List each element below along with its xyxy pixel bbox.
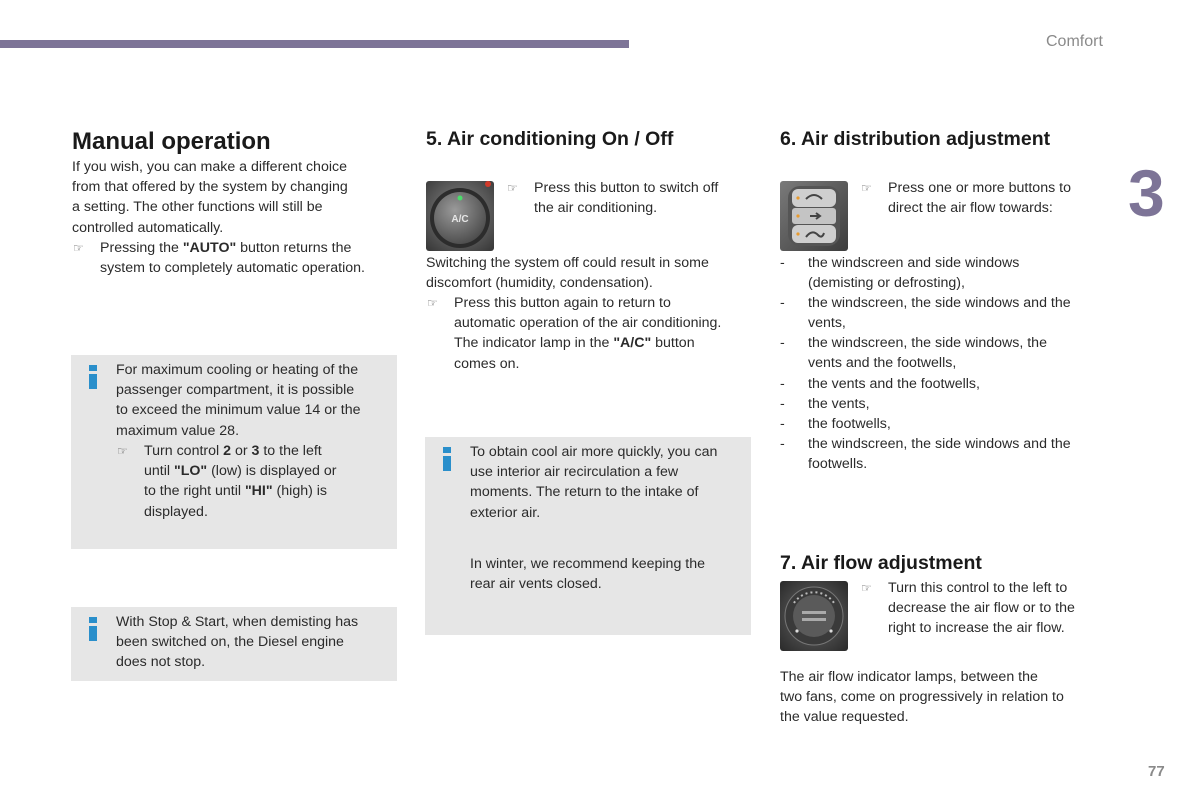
air-distribution-heading: 6. Air distribution adjustment [780,128,1051,150]
ac-heading: 5. Air conditioning On / Off [426,128,674,150]
list-item: the vents, [808,396,870,412]
air-flow-bullet: Turn this control to the left to decrease the air flow or to the right to increase the air flow. [888,580,1075,637]
air-distribution-buttons-image [780,181,848,251]
list-item: the windscreen, the side windows and the vents, [808,295,1071,332]
list-item: the windscreen and side windows (demisting or defrosting), [808,255,1020,292]
manual-auto-bullet: Pressing the "AUTO" button returns the system to completely automatic operation. [100,240,365,277]
ac-button-image [426,181,494,251]
ac-switch-off-bullet: Press this button to switch off the air conditioning. [534,180,719,217]
ac-discomfort-text: Switching the system off could result in some discomfort (humidity, condensation). [426,255,709,292]
info-note-recirculation: To obtain cool air more quickly, you can use interior air recirculation a few moments. The return to the intake of exterior air. In winter, we recommend keeping the rear air vents closed. [425,437,751,635]
winter-tip: In winter, we recommend keeping the rear air vents closed. [470,556,706,593]
list-item: the vents and the footwells, [808,376,980,392]
info-note-min-max: For maximum cooling or heating of the passenger compartment, it is possible to exceed the minimum value 14 or the maximum value 28. ☞ Turn control 2 or 3 to the left until "LO" (low) is displayed or to the right until "HI" (high) is displayed. [71,355,397,549]
ac-return-auto-bullet: Press this button again to return to automatic operation of the air conditioning. The indicator lamp in the "A/C" button comes on. [454,295,722,372]
pointing-hand-icon: ☞ [73,241,84,255]
chapter-number: 3 [1128,156,1165,230]
pointing-hand-icon: ☞ [861,581,872,595]
manual-operation-heading: Manual operation [72,128,271,155]
page-number: 77 [1148,763,1165,780]
air-flow-heading: 7. Air flow adjustment [780,552,982,574]
distribution-bullet: Press one or more buttons to direct the air flow towards: [888,180,1071,217]
pointing-hand-icon: ☞ [861,181,872,195]
pointing-hand-icon: ☞ [507,181,518,195]
air-flow-indicator-text: The air flow indicator lamps, between the two fans, come on progressively in relation to the value requested. [780,669,1064,726]
svg-text:A/C: A/C [451,214,469,225]
list-item: the windscreen, the side windows, the vents and the footwells, [808,335,1047,372]
header-accent-bar [0,40,629,48]
section-title: Comfort [1046,33,1103,50]
info-note-stop-start: With Stop & Start, when demisting has been switched on, the Diesel engine does not stop. [71,607,397,681]
air-flow-control-image [780,581,848,651]
list-item: the footwells, [808,416,891,432]
manual-intro: If you wish, you can make a different choice from that offered by the system by changing a setting. The other functions will still be controlled automatically. [72,159,348,236]
list-item: the windscreen, the side windows and the footwells. [808,436,1071,473]
pointing-hand-icon: ☞ [117,444,128,458]
turn-control-bullet: Turn control 2 or 3 to the left until "LO" (low) is displayed or to the right until "HI" (high) is displayed. [144,443,337,520]
pointing-hand-icon: ☞ [427,296,438,310]
